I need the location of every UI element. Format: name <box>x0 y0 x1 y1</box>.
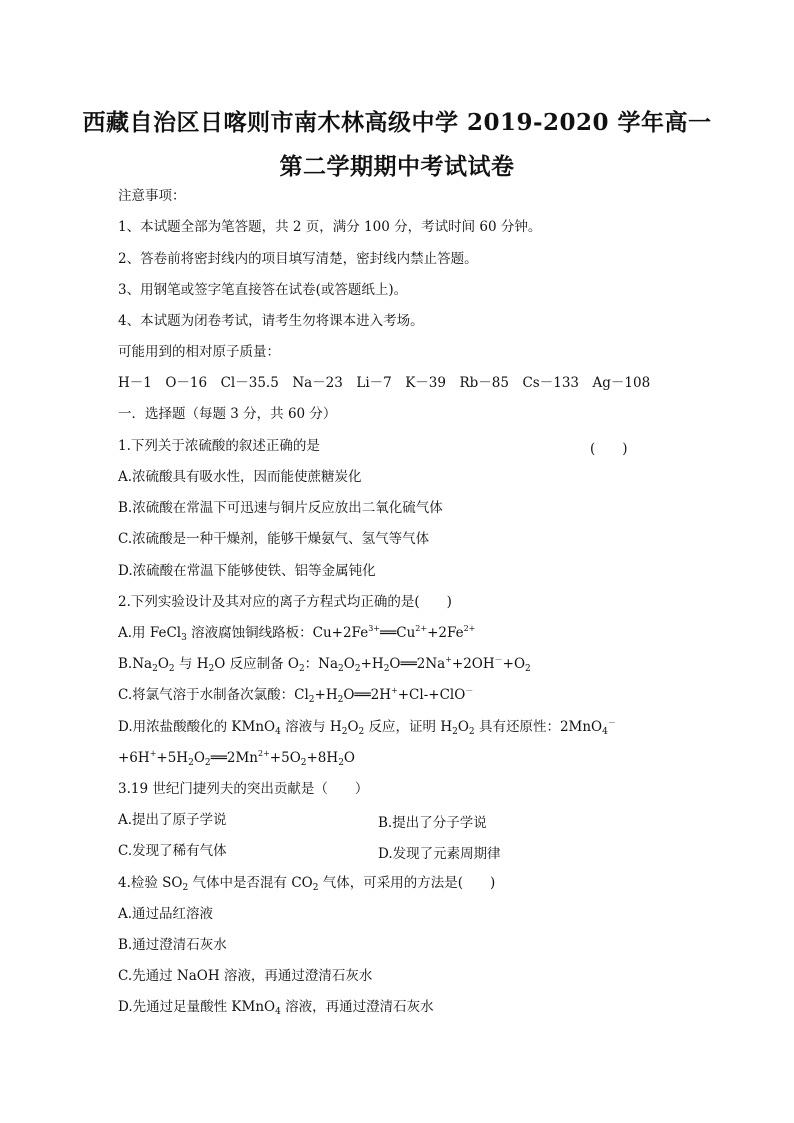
question-1-stem: 1.下列关于浓硫酸的叙述正确的是 <box>118 438 320 454</box>
question-4-stem: 4.检验 $SO_2$ 气体中是否混有 $CO_2$ 气体，可采用的方法是( ) <box>118 875 496 893</box>
exam-title-line1: 西藏自治区日喀则市南木林高级中学 2019-2020 学年高一 <box>82 109 712 136</box>
question-1-answer-blank: ( ) <box>590 441 628 457</box>
question-1-option-a: A.浓硫酸具有吸水性，因而能使蔗糖炭化 <box>118 469 362 485</box>
question-3-option-c: C.发现了稀有气体 <box>118 843 227 859</box>
notice-heading: 注意事项： <box>118 188 186 204</box>
atomic-mass-values: H－1 O－16 Cl－35.5 Na－23 Li－7 K－39 Rb－85 Cs－133 Ag－108 <box>118 375 651 391</box>
question-2-stem: 2.下列实验设计及其对应的离子方程式均正确的是( ) <box>118 594 452 610</box>
atomic-mass-heading: 可能用到的相对原子质量： <box>118 344 280 360</box>
question-3-option-a: A.提出了原子学说 <box>118 812 227 828</box>
exam-title-line2: 第二学期期中考试试卷 <box>279 153 515 180</box>
question-3-option-d: D.发现了元素周期律 <box>378 846 501 862</box>
notice-item-4: 4、本试题为闭卷考试，请考生勿将课本进入考场。 <box>118 313 424 329</box>
question-4-option-c: C.先通过 NaOH 溶液，再通过澄清石灰水 <box>118 968 373 984</box>
notice-item-2: 2、答卷前将密封线内的项目填写清楚，密封线内禁止答题。 <box>118 251 478 267</box>
question-4-option-d: D.先通过足量酸性 KMnO$_4$ 溶液，再通过澄清石灰水 <box>118 999 434 1017</box>
question-1-option-c: C.浓硫酸是一种干燥剂，能够干燥氨气、氢气等气体 <box>118 531 430 547</box>
question-2-option-d-continued: $+6H^++5H_2O_2══2Mn^{2+}+5O_2+8H_2O$ <box>118 749 355 768</box>
question-2-option-b: $B.Na_2O_2$ 与 $H_2O$ 反应制备 $O_2$：$Na_2O_2+H_2O══2Na^++2OH^-+O_2$ <box>118 655 531 674</box>
notice-item-3: 3、用钢笔或签字笔直接答在试卷(或答题纸上)。 <box>118 282 408 298</box>
question-4-option-b: B.通过澄清石灰水 <box>118 937 227 953</box>
question-3-option-b: B.提出了分子学说 <box>378 815 487 831</box>
question-2-option-d: D.用浓盐酸酸化的 KMnO$_4$ 溶液与 $H_2O_2$ 反应，证明 $H_2O_2$ 具有还原性：2MnO$_4$－ <box>118 718 616 737</box>
question-2-option-c: C.将氯气溶于水制备次氯酸：$Cl_2+H_2O══2H^++Cl-+ClO^-$ <box>118 686 474 705</box>
section-heading: 一．选择题（每题 3 分，共 60 分） <box>118 406 337 422</box>
question-3-stem: 3.19 世纪门捷列夫的突出贡献是（ ） <box>118 781 369 797</box>
question-2-option-a: A.用 FeCl$_3$ 溶液腐蚀铜线路板：$Cu+2Fe^{3+}══Cu^{2+}+2Fe^{2+}$ <box>118 624 476 643</box>
question-1-option-b: B.浓硫酸在常温下可迅速与铜片反应放出二氧化硫气体 <box>118 500 443 516</box>
question-1-option-d: D.浓硫酸在常温下能够使铁、铝等金属钝化 <box>118 563 376 579</box>
notice-item-1: 1、本试题全部为笔答题，共 2 页，满分 100 分，考试时间 60 分钟。 <box>118 219 542 235</box>
question-4-option-a: A.通过品红溶液 <box>118 906 214 922</box>
